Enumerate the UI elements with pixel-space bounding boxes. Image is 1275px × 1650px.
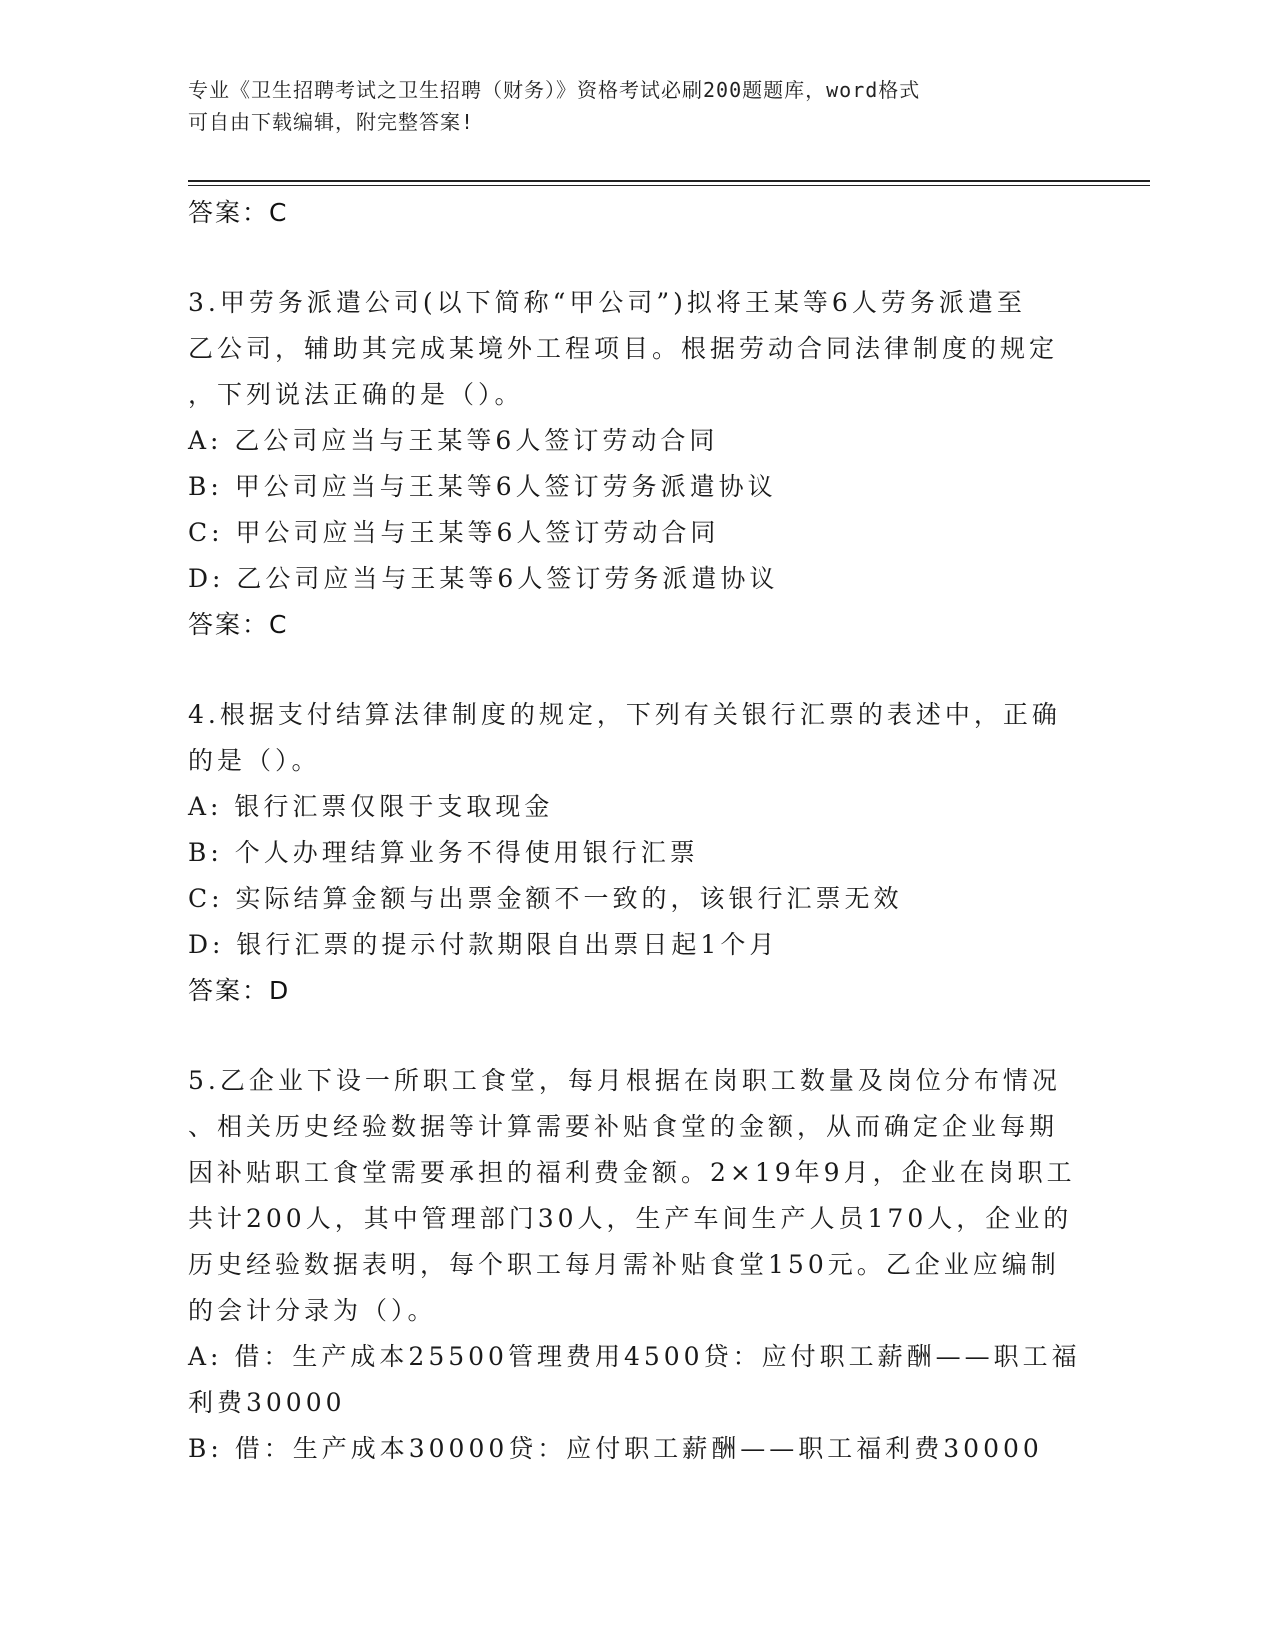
document-body <box>188 190 1088 1472</box>
question-5-text-line: 共计200人，其中管理部门30人，生产车间生产人员170人，企业的 <box>188 1204 1073 1233</box>
question-3 <box>188 280 1088 648</box>
header-line-2: 可自由下载编辑，附完整答案! <box>188 110 475 134</box>
question-3-text-line: 乙公司，辅助其完成某境外工程项目。根据劳动合同法律制度的规定 <box>188 334 1059 363</box>
question-5-text-line: 的会计分录为（）。 <box>188 1296 437 1325</box>
question-3-option-d: D: 乙公司应当与王某等6人签订劳务派遣协议 <box>188 564 779 593</box>
question-3-option-a: A: 乙公司应当与王某等6人签订劳动合同 <box>188 426 719 455</box>
question-4-text-line: 的是（）。 <box>188 746 321 775</box>
header-rule-thin <box>188 185 1150 186</box>
question-4-option-c: C: 实际结算金额与出票金额不一致的，该银行汇票无效 <box>188 884 903 913</box>
question-4-option-d: D: 银行汇票的提示付款期限自出票日起1个月 <box>188 930 779 959</box>
spacer <box>188 648 1088 692</box>
spacer <box>188 236 1088 280</box>
question-4-option-b: B: 个人办理结算业务不得使用银行汇票 <box>188 838 699 867</box>
page-header <box>188 74 1068 138</box>
question-3-option-b: B: 甲公司应当与王某等6人签订劳务派遣协议 <box>188 472 777 501</box>
answer-previous: 答案：C <box>188 198 289 227</box>
question-5 <box>188 1058 1088 1472</box>
question-4-option-a: A: 银行汇票仅限于支取现金 <box>188 792 554 821</box>
question-3-text-line: ，下列说法正确的是（）。 <box>188 380 524 409</box>
question-5-option-a-continued: 利费30000 <box>188 1388 346 1417</box>
question-3-text-line: 3.甲劳务派遣公司(以下简称“甲公司”)拟将王某等6人劳务派遣至 <box>188 288 1026 317</box>
question-5-text-line: 5.乙企业下设一所职工食堂，每月根据在岗职工数量及岗位分布情况 <box>188 1066 1061 1095</box>
question-5-text-line: 因补贴职工食堂需要承担的福利费金额。2×19年9月，企业在岗职工 <box>188 1158 1076 1187</box>
question-5-option-b: B: 借：生产成本30000贷：应付职工薪酬——职工福利费30000 <box>188 1434 1043 1463</box>
header-rule-thick <box>188 180 1150 182</box>
question-3-option-c: C: 甲公司应当与王某等6人签订劳动合同 <box>188 518 720 547</box>
question-5-text-line: 历史经验数据表明，每个职工每月需补贴食堂150元。乙企业应编制 <box>188 1250 1060 1279</box>
question-4-answer: 答案：D <box>188 976 291 1005</box>
spacer <box>188 1014 1088 1058</box>
question-4 <box>188 692 1088 1014</box>
question-5-option-a: A: 借：生产成本25500管理费用4500贷：应付职工薪酬——职工福 <box>188 1342 1081 1371</box>
question-3-answer: 答案：C <box>188 610 289 639</box>
question-5-text-line: 、相关历史经验数据等计算需要补贴食堂的金额，从而确定企业每期 <box>188 1112 1059 1141</box>
question-4-text-line: 4.根据支付结算法律制度的规定，下列有关银行汇票的表述中，正确 <box>188 700 1061 729</box>
header-line-1: 专业《卫生招聘考试之卫生招聘（财务）》资格考试必刷200题题库，word格式 <box>188 78 921 102</box>
